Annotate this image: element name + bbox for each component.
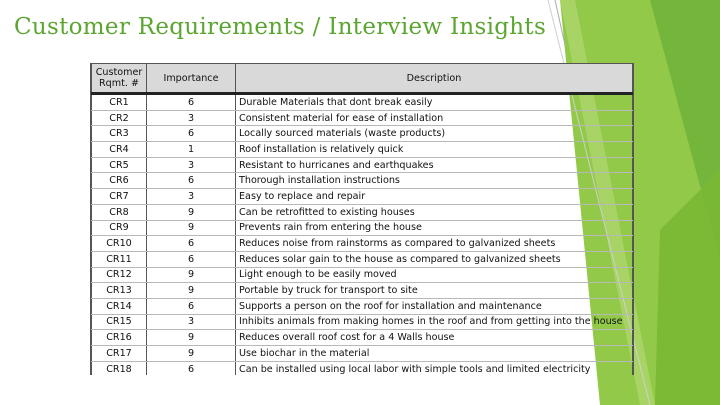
table-row [92, 126, 633, 142]
cell-rqmt-number: CR5 [92, 157, 147, 173]
table-row [92, 283, 633, 299]
cell-rqmt-number: CR9 [92, 220, 147, 236]
cell-rqmt-number: CR11 [92, 251, 147, 267]
requirements-table [91, 63, 633, 375]
cell-description: Resistant to hurricanes and earthquakes [236, 157, 633, 173]
cell-rqmt-number: CR4 [92, 142, 147, 158]
cell-importance: 3 [147, 189, 236, 205]
table-row [92, 173, 633, 189]
table-row [92, 110, 633, 126]
cell-importance: 3 [147, 110, 236, 126]
cell-rqmt-number: CR13 [92, 283, 147, 299]
cell-importance: 6 [147, 126, 236, 142]
cell-importance: 6 [147, 251, 236, 267]
cell-description: Reduces overall roof cost for a 4 Walls house [236, 330, 633, 346]
cell-rqmt-number: CR8 [92, 204, 147, 220]
cell-description: Consistent material for ease of installation [236, 110, 633, 126]
cell-rqmt-number: CR3 [92, 126, 147, 142]
cell-description: Reduces noise from rainstorms as compared to galvanized sheets [236, 236, 633, 252]
cell-description: Thorough installation instructions [236, 173, 633, 189]
cell-rqmt-number: CR2 [92, 110, 147, 126]
cell-importance: 6 [147, 361, 236, 375]
cell-rqmt-number: CR10 [92, 236, 147, 252]
table-row [92, 142, 633, 158]
cell-importance: 9 [147, 220, 236, 236]
cell-description: Portable by truck for transport to site [236, 283, 633, 299]
cell-importance: 3 [147, 314, 236, 330]
table-row [92, 346, 633, 362]
table-row [92, 298, 633, 314]
table-row [92, 251, 633, 267]
table-row [92, 220, 633, 236]
cell-description: Prevents rain from entering the house [236, 220, 633, 236]
table-row [92, 236, 633, 252]
cell-rqmt-number: CR6 [92, 173, 147, 189]
cell-importance: 9 [147, 346, 236, 362]
cell-rqmt-number: CR1 [92, 94, 147, 111]
cell-rqmt-number: CR14 [92, 298, 147, 314]
cell-description: Easy to replace and repair [236, 189, 633, 205]
header-importance: Importance [147, 64, 236, 94]
cell-description: Can be installed using local labor with simple tools and limited electricity [236, 361, 633, 375]
table-row [92, 157, 633, 173]
cell-description: Roof installation is relatively quick [236, 142, 633, 158]
cell-rqmt-number: CR16 [92, 330, 147, 346]
table-row [92, 314, 633, 330]
cell-rqmt-number: CR7 [92, 189, 147, 205]
cell-description: Reduces solar gain to the house as compared to galvanized sheets [236, 251, 633, 267]
cell-importance: 9 [147, 330, 236, 346]
cell-importance: 6 [147, 173, 236, 189]
cell-description: Durable Materials that dont break easily [236, 94, 633, 111]
table-row [92, 94, 633, 111]
cell-importance: 3 [147, 157, 236, 173]
table-row [92, 330, 633, 346]
cell-rqmt-number: CR12 [92, 267, 147, 283]
cell-importance: 9 [147, 283, 236, 299]
cell-importance: 9 [147, 267, 236, 283]
header-description: Description [236, 64, 633, 94]
cell-description: Can be retrofitted to existing houses [236, 204, 633, 220]
cell-rqmt-number: CR15 [92, 314, 147, 330]
table-row [92, 267, 633, 283]
cell-importance: 9 [147, 204, 236, 220]
table-row [92, 189, 633, 205]
table-row [92, 204, 633, 220]
cell-importance: 6 [147, 94, 236, 111]
cell-description: Use biochar in the material [236, 346, 633, 362]
cell-description: Supports a person on the roof for installation and maintenance [236, 298, 633, 314]
cell-rqmt-number: CR18 [92, 361, 147, 375]
header-rqmt-number: Customer Rqmt. # [92, 64, 147, 94]
table-row [92, 361, 633, 375]
requirements-table-container [90, 63, 634, 375]
cell-rqmt-number: CR17 [92, 346, 147, 362]
cell-importance: 6 [147, 298, 236, 314]
cell-description: Light enough to be easily moved [236, 267, 633, 283]
cell-description: Locally sourced materials (waste products) [236, 126, 633, 142]
table-header-row [92, 64, 633, 94]
cell-description: Inhibits animals from making homes in the roof and from getting into the house [236, 314, 633, 330]
cell-importance: 6 [147, 236, 236, 252]
cell-importance: 1 [147, 142, 236, 158]
slide-title: Customer Requirements / Interview Insights [14, 14, 547, 40]
